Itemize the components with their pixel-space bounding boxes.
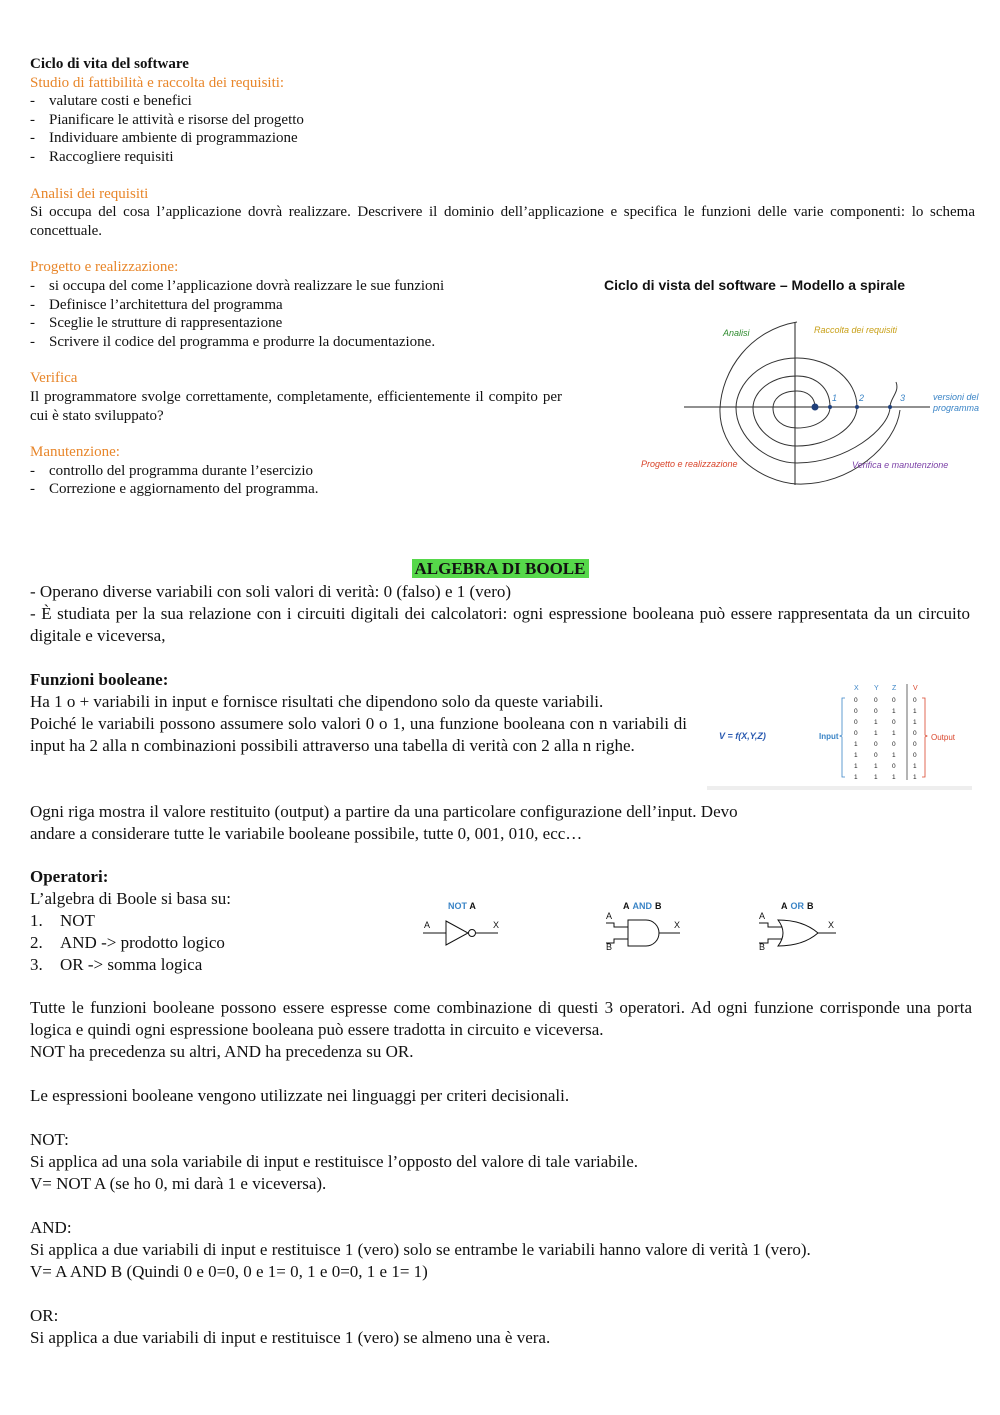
boole-title-row <box>0 558 1000 580</box>
or-desc: Si applica a due variabili di input e restituisce 1 (vero) se almeno una è vera. <box>30 1328 551 1347</box>
or-input-a-label: A <box>759 911 766 921</box>
list-number: 2. <box>30 933 43 952</box>
list-item: - controllo del programma durante l’esercizio <box>30 462 562 481</box>
figure-shadow <box>707 786 972 790</box>
truth-cell: 0 <box>874 741 878 748</box>
truth-cell: 0 <box>892 719 896 726</box>
truth-cell: 0 <box>874 752 878 759</box>
truth-formula: V = f(X,Y,Z) <box>719 731 766 741</box>
lifecycle-title: Ciclo di vita del software <box>30 56 189 72</box>
and-input-a-label: A <box>606 911 613 921</box>
boole-title: ALGEBRA DI BOOLE <box>412 559 589 578</box>
functions-p1: Ha 1 o + variabili in input e fornisce risultati che dipendono solo da queste variabili. <box>30 692 604 711</box>
spiral-curve <box>736 358 897 463</box>
truth-cell: 1 <box>913 774 917 781</box>
truth-cell: 1 <box>892 774 896 781</box>
label-requirements: Raccolta dei requisiti <box>814 325 898 335</box>
design-heading: Progetto e realizzazione: <box>30 259 179 276</box>
list-item: - Definisce l’architettura del programma <box>30 296 562 315</box>
truth-cell: 0 <box>854 697 858 704</box>
list-item: - valutare costi e benefici <box>30 92 975 111</box>
truth-cell: 1 <box>854 763 858 770</box>
p-precedence: NOT ha precedenza su altri, AND ha precedenza su OR. <box>30 1042 414 1061</box>
truth-cell: 0 <box>913 730 917 737</box>
not-formula: V= NOT A (se ho 0, mi darà 1 e viceversa). <box>30 1174 327 1193</box>
verification-text: Il programmatore svolge correttamente, completamente, efficientemente il compito per cui è stato sviluppato? <box>30 388 562 424</box>
and-desc: Si applica a due variabili di input e restituisce 1 (vero) solo se entrambe le variabili hanno valore di verità 1 (vero). <box>30 1240 811 1259</box>
not-bubble <box>469 930 476 937</box>
not-heading: NOT: <box>30 1130 69 1149</box>
not-output-label: X <box>493 920 500 930</box>
input-bracket <box>840 698 845 777</box>
version-point-1 <box>828 405 832 409</box>
maintenance-list <box>30 462 562 499</box>
and-gate-icon <box>628 920 659 946</box>
list-item: - Scrivere il codice del programma e produrre la documentazione. <box>30 333 562 352</box>
list-item: - si occupa del come l’applicazione dovrà realizzare le sue funzioni <box>30 277 562 296</box>
and-gate-title: A AND B <box>623 901 662 911</box>
analysis-heading: Analisi dei requisiti <box>30 185 149 202</box>
truth-cell: 0 <box>892 697 896 704</box>
truth-cell: 0 <box>913 697 917 704</box>
truth-cell: 0 <box>892 741 896 748</box>
spiral-model-figure <box>600 270 995 495</box>
truth-cell: 1 <box>913 708 917 715</box>
truth-cell: 1 <box>854 774 858 781</box>
and-input-a-wire <box>606 923 628 927</box>
and-formula: V= A AND B (Quindi 0 e 0=0, 0 e 1= 0, 1 e 0=0, 1 e 1= 1) <box>30 1262 428 1281</box>
list-item: - Pianificare le attività e risorse del progetto <box>30 111 975 130</box>
list-item <box>30 910 430 932</box>
list-text: NOT <box>60 911 95 930</box>
list-text: OR -> somma logica <box>60 955 203 974</box>
logic-gates-figure <box>418 895 848 960</box>
not-gate-icon <box>446 921 468 945</box>
truth-output-label: Output <box>931 733 956 742</box>
truth-header-cell: Y <box>874 685 879 692</box>
version-label-1: 1 <box>832 393 838 403</box>
label-verify: Verifica e manutenzione <box>852 460 949 470</box>
feasibility-list <box>30 92 975 166</box>
list-number: 3. <box>30 955 43 974</box>
or-input-b-label: B <box>759 942 766 952</box>
truth-cell: 1 <box>874 774 878 781</box>
lifecycle-left-column <box>30 258 562 499</box>
feasibility-heading: Studio di fattibilità e raccolta dei requisiti: <box>30 74 285 91</box>
truth-table-figure <box>707 680 972 792</box>
truth-input-label: Input <box>819 732 839 741</box>
boole-intro-2: - È studiata per la sua relazione con i circuiti digitali dei calcolatori: ogni espressione booleana può essere rappresentata da un circuito digitale e viceversa, <box>30 604 970 645</box>
truth-header-cell: Z <box>892 685 897 692</box>
and-output-label: X <box>674 920 681 930</box>
list-item <box>30 932 430 954</box>
boole-intro-1: - Operano diverse variabili con soli valori di verità: 0 (falso) e 1 (vero) <box>30 582 512 601</box>
truth-cell: 1 <box>854 741 858 748</box>
list-item: - Sceglie le strutture di rappresentazione <box>30 314 562 333</box>
truth-cell: 1 <box>854 752 858 759</box>
boole-intro <box>30 581 970 647</box>
truth-cell: 1 <box>892 708 896 715</box>
not-desc: Si applica ad una sola variabile di input e restituisce l’opposto del valore di tale variabile. <box>30 1152 639 1171</box>
truth-header-cell: V <box>913 685 918 692</box>
truth-cell: 1 <box>874 730 878 737</box>
truth-cell: 1 <box>913 719 917 726</box>
label-versions-line2: programma <box>933 403 980 413</box>
truth-cell: 0 <box>854 730 858 737</box>
truth-cell: 0 <box>874 708 878 715</box>
truth-cell: 0 <box>874 697 878 704</box>
operators-list <box>30 910 430 976</box>
version-point-2 <box>855 405 859 409</box>
or-gate-icon <box>778 920 818 946</box>
version-label-2: 2 <box>859 393 865 403</box>
design-list <box>30 277 562 351</box>
not-gate-title: NOT A <box>448 901 476 911</box>
functions-section <box>30 669 687 757</box>
operators-intro: L’algebra di Boole si basa su: <box>30 889 231 908</box>
output-bracket <box>922 698 927 777</box>
list-text: AND -> prodotto logico <box>60 933 225 952</box>
label-design: Progetto e realizzazione <box>641 459 738 469</box>
truth-table-cells <box>854 685 918 781</box>
p-combination: Tutte le funzioni booleane possono essere espresse come combinazione di questi 3 operatori. Ad ogni funzione corrisponde una porta logica e quindi ogni espressione booleana può essere tradotta in circuito e viceversa. <box>30 998 972 1039</box>
and-input-b-label: B <box>606 942 613 952</box>
not-input-label: A <box>424 920 431 930</box>
list-item: - Individuare ambiente di programmazione <box>30 129 975 148</box>
truth-cell: 1 <box>892 730 896 737</box>
analysis-text: Si occupa del cosa l’applicazione dovrà realizzare. Descrivere il dominio dell’applicazione e specifica le funzioni delle varie componenti: lo schema concettuale. <box>30 204 975 239</box>
boole-explanations <box>30 997 972 1349</box>
spiral-center-dot <box>812 404 819 411</box>
maintenance-heading: Manutenzione: <box>30 444 120 461</box>
version-point-3 <box>888 405 892 409</box>
truth-cell: 1 <box>874 719 878 726</box>
version-label-3: 3 <box>900 393 906 403</box>
truth-cell: 1 <box>913 763 917 770</box>
truth-cell: 0 <box>854 708 858 715</box>
verification-heading: Verifica <box>30 370 78 387</box>
functions-p2: Poiché le variabili possono assumere solo valori 0 o 1, una funzione booleana con n variabili di input ha 2 alla n combinazioni possibili attraverso una tabella di verità con 2 alla n righe. <box>30 714 687 755</box>
truth-cell: 0 <box>913 752 917 759</box>
truth-cell: 0 <box>854 719 858 726</box>
list-item: - Correzione e aggiornamento del programma. <box>30 480 562 499</box>
functions-heading: Funzioni booleane: <box>30 670 169 689</box>
truth-cell: 0 <box>913 741 917 748</box>
functions-p3: Ogni riga mostra il valore restituito (output) a partire da una particolare configurazione dell’input. Devo andare a considerare tutte le variabile booleane possibile, tutte 0, 001, 010, ecc… <box>30 802 738 843</box>
or-output-label: X <box>828 920 835 930</box>
spiral-title: Ciclo di vista del software – Modello a spirale <box>604 277 906 293</box>
label-analysis: Analisi <box>723 328 750 338</box>
truth-cell: 1 <box>874 763 878 770</box>
or-input-a-wire <box>759 923 782 927</box>
operators-section <box>30 866 430 976</box>
list-item: - Raccogliere requisiti <box>30 148 975 167</box>
truth-header-cell: X <box>854 685 859 692</box>
label-versions-line1: versioni del <box>933 392 979 402</box>
list-item <box>30 954 430 976</box>
operators-heading: Operatori: <box>30 867 109 886</box>
or-gate-title: A OR B <box>781 901 814 911</box>
p-decisional: Le espressioni booleane vengono utilizzate nei linguaggi per criteri decisionali. <box>30 1086 570 1105</box>
list-number: 1. <box>30 911 43 930</box>
and-heading: AND: <box>30 1218 72 1237</box>
truth-cell: 1 <box>892 752 896 759</box>
or-heading: OR: <box>30 1306 59 1325</box>
truth-cell: 0 <box>892 763 896 770</box>
